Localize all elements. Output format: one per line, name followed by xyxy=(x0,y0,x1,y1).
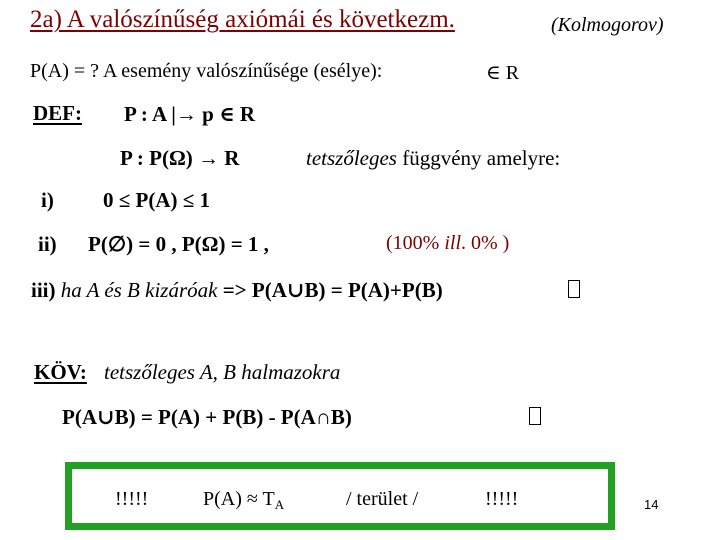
box-formula xyxy=(203,488,284,513)
box-formula-main: P(A) ≈ T xyxy=(203,488,275,510)
def-label: DEF: xyxy=(33,101,82,125)
missing-glyph-icon xyxy=(568,280,580,298)
axiom-iii xyxy=(31,277,443,303)
probability-question-text: P(A) = ? A esemény valószínűsége (esélye): xyxy=(30,60,383,82)
axiom-ii-note-close: . 0% ) xyxy=(461,232,510,254)
def-mapping-1: P : A |→ p ∈ R xyxy=(124,102,256,126)
page-number: 14 xyxy=(644,497,659,512)
axiom-ii-label: ii) xyxy=(38,232,57,256)
kov-label: KÖV: xyxy=(34,360,87,384)
box-formula-sub: A xyxy=(274,497,285,512)
box-note: / terület / xyxy=(346,488,419,510)
axiom-i-text: 0 ≤ P(A) ≤ 1 xyxy=(103,188,211,212)
missing-glyph-icon-2 xyxy=(529,407,541,425)
axiom-iii-label: iii) xyxy=(31,278,56,302)
slide-subtitle: (Kolmogorov) xyxy=(551,14,664,36)
def-mapping-2-italic: tetszőleges xyxy=(306,146,397,170)
def-mapping-2-desc xyxy=(306,146,560,171)
axiom-ii-text: P(∅) = 0 , P(Ω) = 1 , xyxy=(88,232,269,256)
def-mapping-2 xyxy=(120,146,239,171)
kov-text: tetszőleges A, B halmazokra xyxy=(104,360,341,384)
slide-title: 2a) A valószínűség axiómái és következm. xyxy=(30,6,455,33)
box-right-marks: !!!!! xyxy=(485,488,519,510)
axiom-ii-note-open: (100% xyxy=(386,232,445,254)
kov-formula: P(A∪B) = P(A) + P(B) - P(A∩B) xyxy=(62,405,352,429)
axiom-ii-note-ill: ill xyxy=(444,232,461,254)
axiom-iii-condition: ha A és B kizáróak xyxy=(60,278,218,302)
axiom-iii-formula: => P(A∪B) = P(A)+P(B) xyxy=(217,278,443,302)
def-mapping-2-rest: függvény amelyre: xyxy=(396,146,561,170)
def-mapping-2-formula: P : P(Ω) → R xyxy=(120,146,240,170)
axiom-i-label: i) xyxy=(41,188,54,212)
box-left-marks: !!!!! xyxy=(115,488,149,510)
probability-question xyxy=(30,60,382,83)
axiom-ii-note xyxy=(386,232,509,255)
element-of-r: ∈ R xyxy=(486,62,520,84)
